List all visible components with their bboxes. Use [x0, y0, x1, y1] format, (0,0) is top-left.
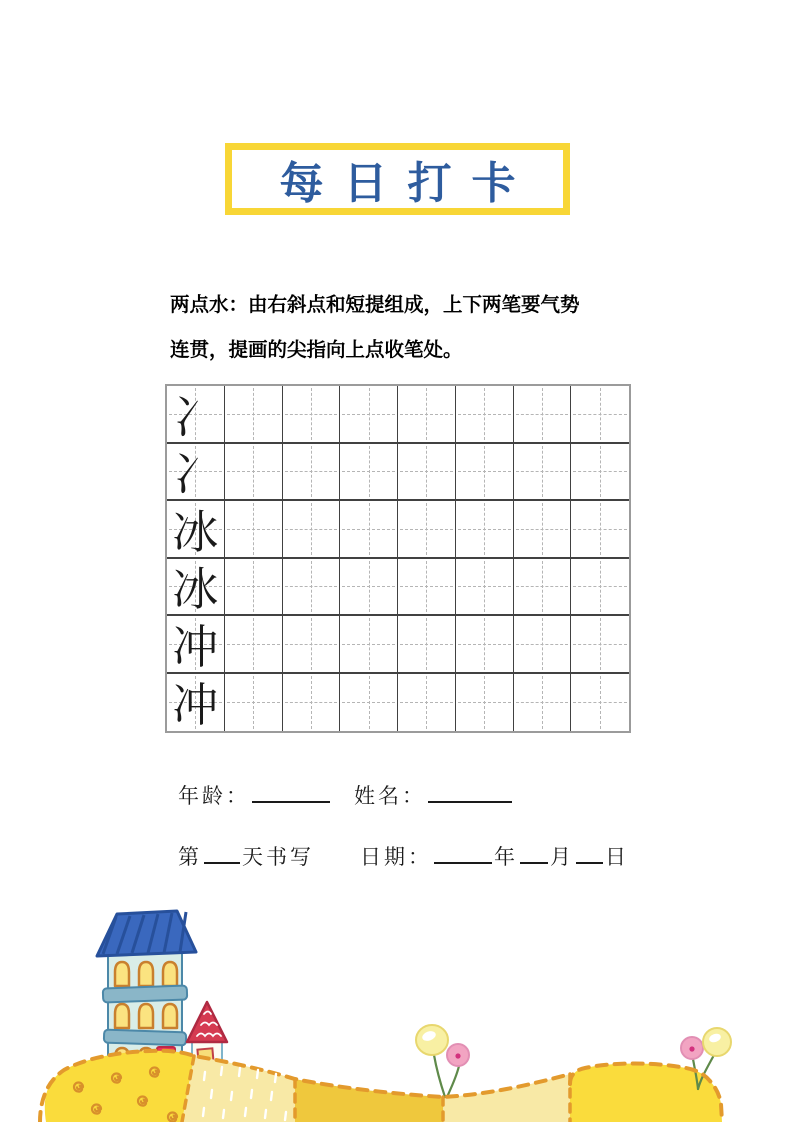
- grid-cell: [398, 444, 456, 502]
- floor-band: [103, 986, 187, 1003]
- grid-cell: [571, 501, 629, 559]
- page-title: 每日打卡: [279, 159, 536, 208]
- grid-cell: [456, 444, 514, 502]
- grid-cell: [167, 386, 225, 444]
- grid-cell: [514, 386, 572, 444]
- grid-cell: [225, 386, 283, 444]
- practice-grid: [165, 384, 631, 733]
- month-blank: [520, 841, 548, 864]
- flowers-right: [681, 1028, 731, 1059]
- practice-character: 冫: [172, 449, 219, 501]
- grid-cell: [514, 559, 572, 617]
- date-line: [360, 841, 629, 871]
- name-label: 姓名：: [354, 784, 426, 808]
- grid-cell: [167, 501, 225, 559]
- grid-cell: [514, 616, 572, 674]
- hill: [40, 1051, 722, 1122]
- name-blank: [428, 780, 512, 803]
- title-banner: [225, 143, 570, 215]
- grid-cell: [514, 444, 572, 502]
- day-count-blank: [204, 841, 240, 864]
- grid-cell: [456, 501, 514, 559]
- practice-character: 冰: [172, 564, 219, 616]
- practice-character: 冫: [172, 391, 219, 443]
- grid-cell: [283, 386, 341, 444]
- grid-cell: [340, 444, 398, 502]
- day-suffix-label: 天书写: [242, 845, 314, 869]
- grid-cell: [398, 386, 456, 444]
- instruction-line-1: 两点水：由右斜点和短提组成，上下两笔要气势: [170, 294, 580, 316]
- year-blank: [434, 841, 492, 864]
- grid-cell: [167, 674, 225, 732]
- grid-cell: [571, 616, 629, 674]
- window-icon: [139, 962, 153, 986]
- hill-segment-left: [45, 1051, 194, 1122]
- window-icon: [163, 1004, 177, 1028]
- grid-cell: [340, 616, 398, 674]
- window-icon: [163, 962, 177, 986]
- age-blank: [252, 780, 330, 803]
- practice-character: 冲: [172, 680, 219, 732]
- grid-cell: [571, 444, 629, 502]
- hill-segment-pale-2: [443, 1074, 570, 1122]
- grid-cell: [340, 386, 398, 444]
- grid-cell: [456, 674, 514, 732]
- grid-cell: [456, 616, 514, 674]
- grid-cell: [225, 674, 283, 732]
- date-day-label: 日: [605, 845, 629, 869]
- grid-cell: [340, 674, 398, 732]
- day-prefix-label: 第: [178, 845, 202, 869]
- yellow-flower-icon: [416, 1025, 448, 1055]
- grid-cell: [340, 501, 398, 559]
- floor-band: [104, 1030, 186, 1046]
- grid-cell: [283, 674, 341, 732]
- window-icon: [115, 962, 129, 986]
- flower-center-dot: [689, 1046, 694, 1051]
- grid-cell: [225, 559, 283, 617]
- grid-cell: [283, 616, 341, 674]
- practice-character: 冲: [172, 621, 219, 673]
- grid-cell: [225, 444, 283, 502]
- grid-cell: [398, 674, 456, 732]
- grid-cell: [283, 559, 341, 617]
- instruction-text: [170, 283, 650, 373]
- flower-center-dot: [455, 1053, 460, 1058]
- grid-cell: [398, 559, 456, 617]
- flowers-left: [416, 1025, 469, 1066]
- date-label: 日期：: [360, 845, 432, 869]
- hill-segment-gold: [295, 1079, 443, 1122]
- hill-segment-right: [570, 1064, 722, 1122]
- age-name-line: [178, 780, 514, 810]
- grid-cell: [398, 501, 456, 559]
- grid-cell: [225, 501, 283, 559]
- footer-illustration: [0, 892, 793, 1122]
- month-label: 月: [550, 845, 574, 869]
- grid-cell: [167, 616, 225, 674]
- grid-cell: [571, 559, 629, 617]
- grid-cell: [283, 501, 341, 559]
- grid-cell: [456, 559, 514, 617]
- grid-cell: [456, 386, 514, 444]
- instruction-line-2: 连贯，提画的尖指向上点收笔处。: [170, 339, 463, 361]
- grid-cell: [571, 674, 629, 732]
- grid-cell: [167, 444, 225, 502]
- age-label: 年龄：: [178, 784, 250, 808]
- grid-cell: [514, 674, 572, 732]
- window-icon: [139, 1004, 153, 1028]
- practice-character: 冰: [172, 506, 219, 558]
- grid-cell: [167, 559, 225, 617]
- grid-cell: [225, 616, 283, 674]
- grid-cell: [398, 616, 456, 674]
- window-icon: [115, 1004, 129, 1028]
- grid-cell: [514, 501, 572, 559]
- day-count-line: [178, 841, 314, 871]
- grid-cell: [283, 444, 341, 502]
- date-blank: [576, 841, 603, 864]
- grid-cell: [340, 559, 398, 617]
- grid-cell: [571, 386, 629, 444]
- year-label: 年: [494, 845, 518, 869]
- yellow-flower-icon: [703, 1028, 731, 1056]
